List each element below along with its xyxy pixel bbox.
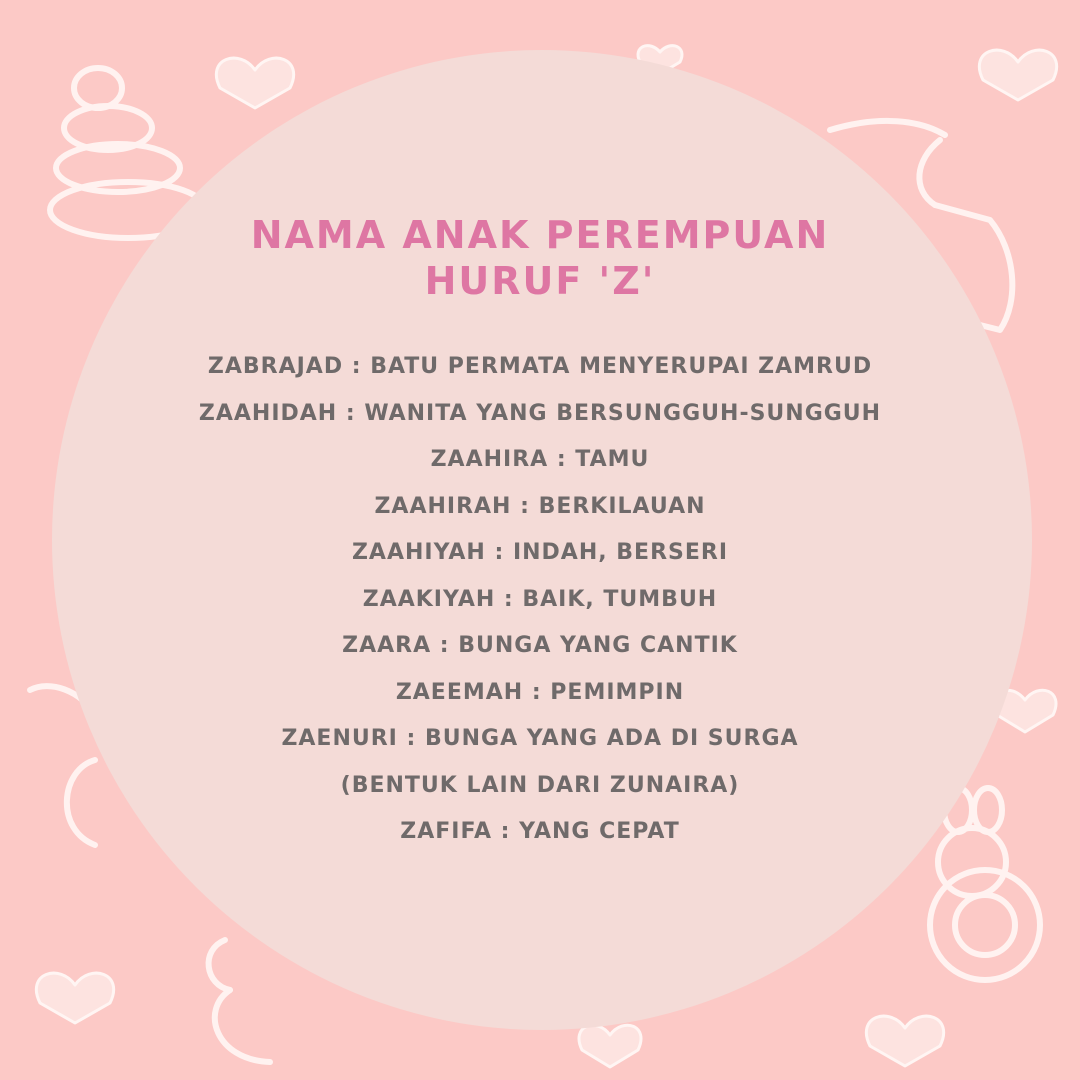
- list-item: ZAEEMAH : PEMIMPIN: [395, 679, 685, 705]
- bunny-rattle-icon: [930, 788, 1040, 980]
- list-item: ZAFIFA : YANG CEPAT: [400, 819, 680, 844]
- heart-icon: [36, 973, 113, 1023]
- rubber-duck-icon: [209, 940, 270, 1062]
- heart-icon: [579, 1025, 641, 1067]
- list-item: ZAAHIDAH : WANITA YANG BERSUNGGUH-SUNGGUH: [198, 400, 882, 426]
- page-title: [140, 212, 940, 304]
- list-item: ZAAHIRA : TAMU: [430, 447, 650, 472]
- list-item: ZAAHIRAH : BERKILAUAN: [374, 493, 706, 519]
- heart-icon: [216, 58, 293, 108]
- heart-icon: [979, 50, 1056, 100]
- name-list: [140, 344, 940, 856]
- list-item: ZABRAJAD : BATU PERMATA MENYERUPAI ZAMRUD: [207, 354, 873, 379]
- list-item: ZAENURI : BUNGA YANG ADA DI SURGA: [281, 726, 799, 751]
- list-item: ZAARA : BUNGA YANG CANTIK: [342, 633, 738, 658]
- list-item: (BENTUK LAIN DARI ZUNAIRA): [340, 772, 740, 798]
- title-line-2: HURUF 'Z': [424, 259, 656, 303]
- title-line-1: NAMA ANAK PEREMPUAN: [250, 213, 830, 257]
- list-item: ZAAKIYAH : BAIK, TUMBUH: [362, 586, 718, 612]
- content-panel: [140, 212, 940, 856]
- list-item: ZAAHIYAH : INDAH, BERSERI: [351, 540, 729, 565]
- heart-icon: [866, 1016, 943, 1066]
